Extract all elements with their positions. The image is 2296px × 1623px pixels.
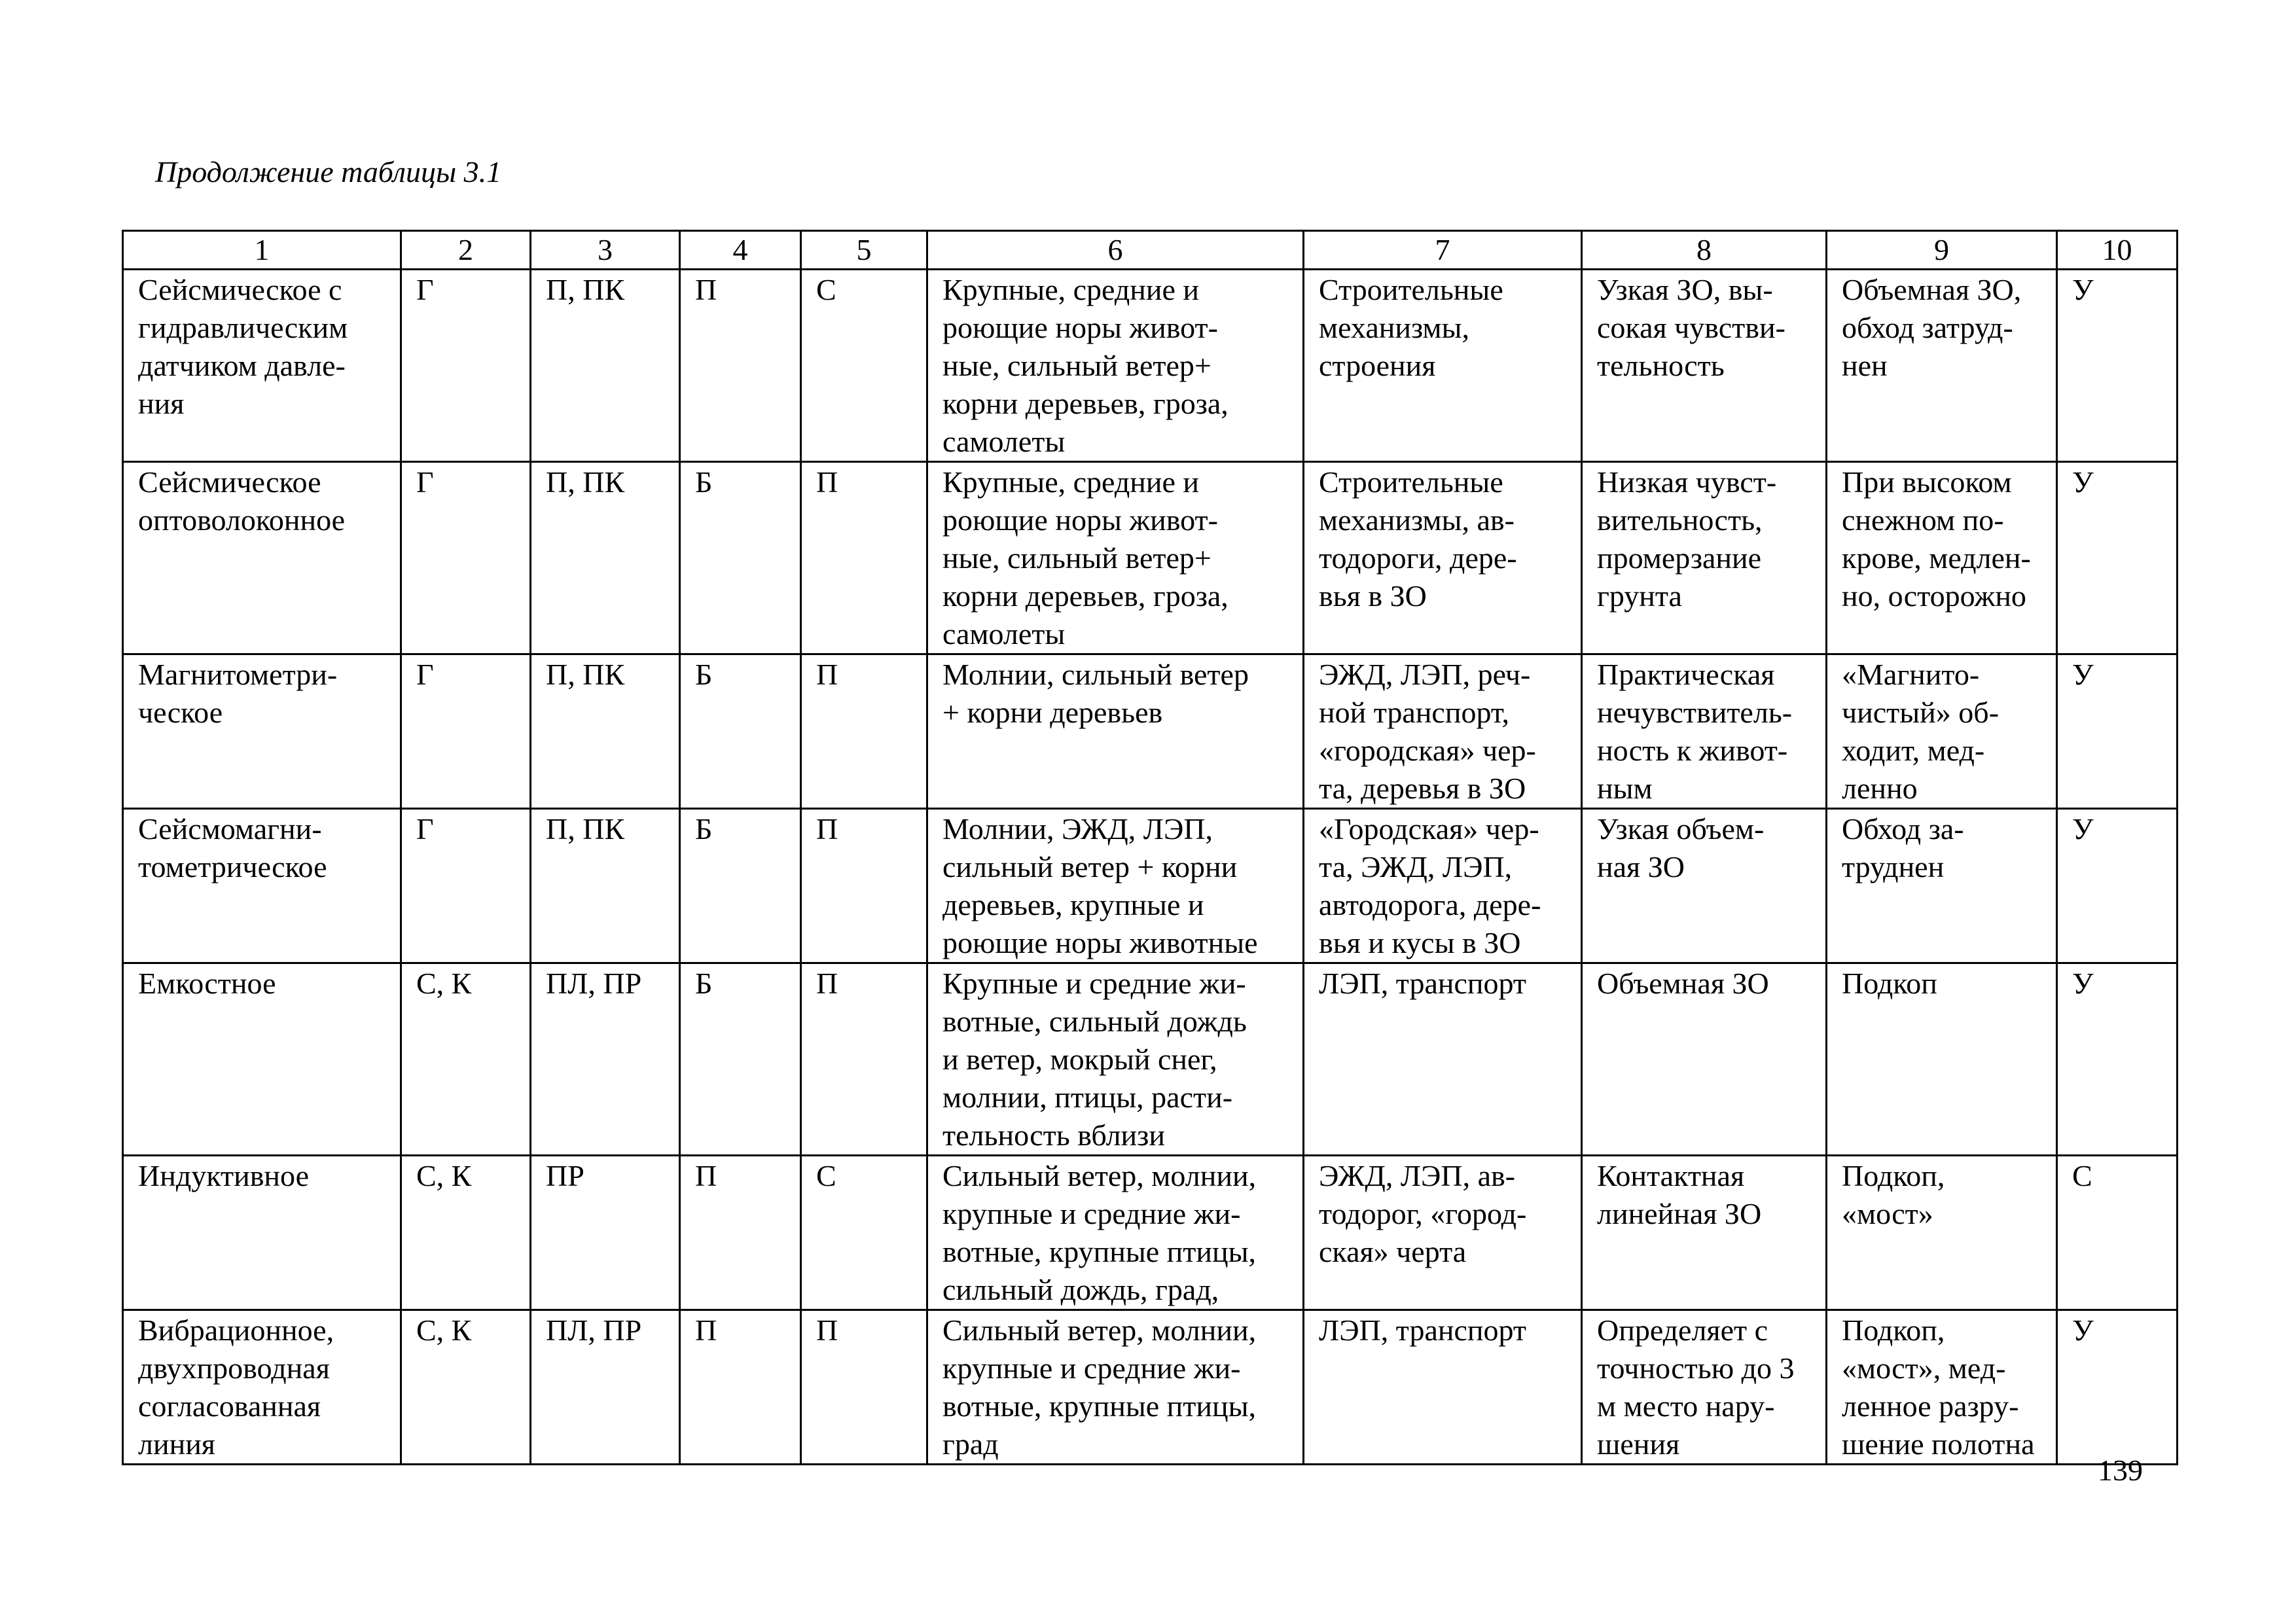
table-cell: Б <box>680 809 801 963</box>
table-cell: Обход за- труднен <box>1827 809 2057 963</box>
column-number-1: 1 <box>123 231 401 270</box>
table-cell: П, ПК <box>531 462 680 654</box>
table-cell: Узкая объем- ная ЗО <box>1582 809 1827 963</box>
table-cell: Строительные механизмы, строения <box>1304 270 1582 462</box>
table-cell: ЭЖД, ЛЭП, реч- ной транспорт, «городская» чер- та, деревья в ЗО <box>1304 654 1582 809</box>
table-cell: Сейсмомагни- тометрическое <box>123 809 401 963</box>
table-cell: Б <box>680 654 801 809</box>
data-table <box>122 230 2178 1465</box>
table-cell: Крупные и средние жи- вотные, сильный дождь и ветер, мокрый снег, молнии, птицы, расти- тельность вблизи <box>927 963 1304 1156</box>
column-number-2: 2 <box>401 231 531 270</box>
table-cell: С, К <box>401 1310 531 1465</box>
table-cell: Молнии, ЭЖД, ЛЭП, сильный ветер + корни деревьев, крупные и роющие норы животные <box>927 809 1304 963</box>
table-cell: ЛЭП, транспорт <box>1304 1310 1582 1465</box>
table-cell: П <box>801 809 927 963</box>
table-cell: С <box>801 270 927 462</box>
table-cell: П, ПК <box>531 654 680 809</box>
column-number-8: 8 <box>1582 231 1827 270</box>
column-number-7: 7 <box>1304 231 1582 270</box>
table-cell: Подкоп <box>1827 963 2057 1156</box>
column-number-3: 3 <box>531 231 680 270</box>
table-cell: П <box>680 270 801 462</box>
table-cell: Емкостное <box>123 963 401 1156</box>
table-cell: П <box>801 1310 927 1465</box>
table-cell: «Городская» чер- та, ЭЖД, ЛЭП, автодорога, дере- вья и кусы в ЗО <box>1304 809 1582 963</box>
table-cell: Сейсмическое оптоволоконное <box>123 462 401 654</box>
table-cell: П <box>680 1310 801 1465</box>
table-caption: Продолжение таблицы 3.1 <box>155 155 502 188</box>
table-cell: П <box>801 654 927 809</box>
table-cell: ЭЖД, ЛЭП, ав- тодорог, «город- ская» черта <box>1304 1156 1582 1310</box>
table-cell: Г <box>401 462 531 654</box>
table-cell: ПЛ, ПР <box>531 1310 680 1465</box>
table-cell: С, К <box>401 963 531 1156</box>
table-cell: П, ПК <box>531 809 680 963</box>
table-cell: Подкоп, «мост» <box>1827 1156 2057 1310</box>
table-cell: Сильный ветер, молнии, крупные и средние жи- вотные, крупные птицы, сильный дождь, град, <box>927 1156 1304 1310</box>
table-cell: У <box>2057 963 2178 1156</box>
table-cell: С <box>801 1156 927 1310</box>
column-number-6: 6 <box>927 231 1304 270</box>
table-cell: При высоком снежном по- крове, медлен- но, осторожно <box>1827 462 2057 654</box>
table-row <box>123 809 2178 963</box>
table-cell: С <box>2057 1156 2178 1310</box>
table-cell: У <box>2057 462 2178 654</box>
table-cell: Строительные механизмы, ав- тодороги, дере- вья в ЗО <box>1304 462 1582 654</box>
table-cell: П <box>801 462 927 654</box>
table-cell: С, К <box>401 1156 531 1310</box>
table-cell: Крупные, средние и роющие норы живот- ные, сильный ветер+ корни деревьев, гроза, самолеты <box>927 462 1304 654</box>
column-number-10: 10 <box>2057 231 2178 270</box>
table-cell: У <box>2057 270 2178 462</box>
table-cell: П <box>680 1156 801 1310</box>
table-cell: Контактная линейная ЗО <box>1582 1156 1827 1310</box>
column-number-9: 9 <box>1827 231 2057 270</box>
table-cell: Магнитометри- ческое <box>123 654 401 809</box>
table-cell: Индуктивное <box>123 1156 401 1310</box>
table-row <box>123 462 2178 654</box>
table-cell: Практическая нечувствитель- ность к живот- ным <box>1582 654 1827 809</box>
table-row <box>123 1310 2178 1465</box>
table-cell: Вибрационное, двухпроводная согласованная линия <box>123 1310 401 1465</box>
table-cell: ПЛ, ПР <box>531 963 680 1156</box>
table-cell: Объемная ЗО <box>1582 963 1827 1156</box>
table-cell: ПР <box>531 1156 680 1310</box>
table-row <box>123 1156 2178 1310</box>
header-row <box>123 231 2178 270</box>
table-cell: Г <box>401 654 531 809</box>
table-cell: Подкоп, «мост», мед- ленное разру- шение полотна <box>1827 1310 2057 1465</box>
table-cell: Молнии, сильный ветер + корни деревьев <box>927 654 1304 809</box>
table-cell: «Магнито- чистый» об- ходит, мед- ленно <box>1827 654 2057 809</box>
table-cell: Узкая ЗО, вы- сокая чувстви- тельность <box>1582 270 1827 462</box>
table-cell: У <box>2057 654 2178 809</box>
table-cell: Определяет с точностью до 3 м место нару- шения <box>1582 1310 1827 1465</box>
table-cell: Крупные, средние и роющие норы живот- ные, сильный ветер+ корни деревьев, гроза, самолеты <box>927 270 1304 462</box>
table-cell: У <box>2057 1310 2178 1465</box>
table-cell: Низкая чувст- вительность, промерзание грунта <box>1582 462 1827 654</box>
page-number: 139 <box>2098 1454 2143 1487</box>
table-cell: У <box>2057 809 2178 963</box>
table-cell: ЛЭП, транспорт <box>1304 963 1582 1156</box>
table-row <box>123 963 2178 1156</box>
table-cell: Объемная ЗО, обход затруд- нен <box>1827 270 2057 462</box>
table-cell: Г <box>401 809 531 963</box>
table-cell: Сейсмическое с гидравлическим датчиком давле- ния <box>123 270 401 462</box>
table-cell: П <box>801 963 927 1156</box>
table-cell: Сильный ветер, молнии, крупные и средние жи- вотные, крупные птицы, град <box>927 1310 1304 1465</box>
table-row <box>123 270 2178 462</box>
table-cell: Г <box>401 270 531 462</box>
table-cell: Б <box>680 462 801 654</box>
table-cell: П, ПК <box>531 270 680 462</box>
column-number-5: 5 <box>801 231 927 270</box>
column-number-4: 4 <box>680 231 801 270</box>
table-cell: Б <box>680 963 801 1156</box>
table-row <box>123 654 2178 809</box>
